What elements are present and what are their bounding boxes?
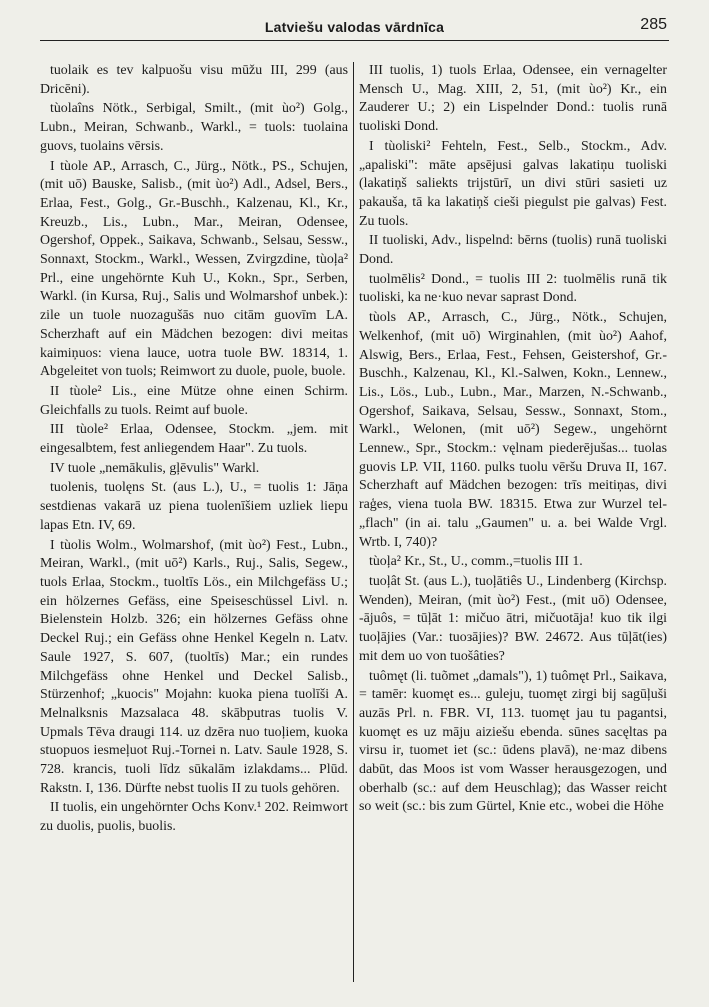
- dictionary-entry: IV tuole „nemākulis, gļēvulis" Warkl.: [50, 460, 260, 476]
- dictionary-entry: tùoļa² Kr., St., U., comm.,=tuolis III 1.: [369, 554, 583, 570]
- left-column: [40, 62, 348, 982]
- right-column: [359, 62, 667, 982]
- dictionary-entry: III tuolis, 1) tuols Erlaa, Odensee, ein vernagelter Mensch U., Mag. XIII, 2, 51, (mit ùo²) Kr., ein Zauderer U.; 2) ein Lispelnder Dond.: tuolis runā tuoliski Dond.: [359, 63, 667, 135]
- column-divider: [353, 62, 354, 982]
- dictionary-entry: tuômęt (li. tuõmet „damals"), 1) tuômęt Prl., Saikava, = tamēr: kuomęt es... guleju, tuomęt zirgi bij sagūļuši auzās Prl. n. FBR. VI, 113. tuomęt jau tu pagantsi, kuomęt es uz māju aiziešu ebenda. sūnes sacęltas pa virsu ir, tuomet iet (sc.: ūdens plavā), ne·maz dibens dabūt, das Moos ist vom Wasser herausgezogen, und oberhalb (sc.: auf dem Heuschlag); das Wasser reicht so weit (sc.: bis zum Gürtel, Knie etc., wobei die Höhe: [359, 668, 667, 815]
- dictionary-entry: tuoļât St. (aus L.), tuoļātiês U., Lindenberg (Kirchsp. Wenden), Meiran, (mit ùo²) Fest., (mit uō) Odensee, -ājuôs, = tūļāt 1: mičuo ātri, mičuotāja! kuo tik ilgi tuoļājies (Var.: tuoзājies)? BW. 24672. Aus tūļāt(ies) mit dem uo von tuošâties?: [359, 573, 667, 664]
- dictionary-entry: tuolmēlis² Dond., = tuolis III 2: tuolmēlis runā tik tuoliski, ka ne·kuo nevar saprast Dond.: [359, 271, 667, 306]
- dictionary-entry: II tùole² Lis., eine Mütze ohne einen Schirm. Gleichfalls zu tuols. Reimt auf buole.: [40, 383, 348, 418]
- dictionary-entry: I tùolis Wolm., Wolmarshof, (mit ùo²) Fest., Lubn., Meiran, Warkl., (mit uō²) Karls., Ruj., Salis, Segew., tuols Erlaa, Stockm., tuoltīs Lös., ein Milchgefäss U.; ein hölzernes Gefäss, eine Speiseschüssel Livl. n. Bielenstein Holzb. 326; ein hölzernes Gefäss ohne Deckel Ruj.; ein Gefäss ohne Henkel Kegeln n. Latv. Saule 1927, S. 607, (tuoltīs) Mar.; ein rundes Milchgefäss ohne Henkel und Deckel Salisb., Stürzenhof; „kuocis" Mojahn: kuoka piena tuolīši A. Melnalksnis Mazsalaca 48. skābputras tuolis V. Upmals Tēva draugi 114. uz dzēra nuo tuoļiem, kuoka stuopuos iesmeļuot Ruj.-Tornei n. Latv. Saule 1928, S. 728. krancis, tuoli līdz sūkalām izlakdams... Plūd. Rakstn. I, 136. Dürfte nebst tuolis II zu tuols gehören.: [40, 537, 348, 796]
- dictionary-entry: III tùole² Erlaa, Odensee, Stockm. „jem. mit eingesalbtem, fest anliegendem Haar". Zu tuols.: [40, 422, 348, 457]
- dictionary-entry: I tùole AP., Arrasch, C., Jürg., Nötk., PS., Schujen, (mit uō) Bauske, Salisb., (mit ùo²) Adl., Adsel, Bers., Erlaa, Fest., Golg., Gr.-Buschh., Kalzenau, Kl., Kr., Kreuzb., Lis., Lubn., Mar., Meiran, Odensee, Ogershof, Oppek., Saikava, Schwanb., Selsau, Sessw., Sonnaxt, Stockm., Warkl., Wessen, Zvirgzdine, tùoļa² Prl., eine ungehörnte Kuh U., Kokn., Spr., Serben, Warkl. (in Kursa, Ruj., Salis und Wolmarshof unbek.): zile un tuole nuozagušās nuo citām guovīm LA. Scherzhaft auf ein Mädchen bezogen: divi meitas kaimiņuos: viena lauce, uotra tuole BW. 18314, 1. Abgeleitet von tuols; Reimwort zu duole, puole, buole.: [40, 158, 348, 380]
- dictionary-entry: tùols AP., Arrasch, C., Jürg., Nötk., Schujen, Welkenhof, (mit uō) Wirginahlen, (mit ùo²) Aahof, Alswig, Bers., Erlaa, Fest., Fehsen, Geistershof, Gr.-Buschh., Kalzenau, Kl., Kl.-Salwen, Kokn., Lennew., Lis., Lös., Lub., Lubn., Mar., Marzen, N.-Schwanb., Ogershof, Saikava, Selsau, Sessw., Sonnaxt, Stom., Warkl., Welonen, (mit uō²) Segew., ungehörnt Lennew., Spr., Stockm.: vęlnam piederējušas... tuolas guovis LP. VII, 1160. pulks tuolu vēršu Druva II, 167. Scherzhaft auf Mädchen bezogen: trīs meitiņas, divi raģes, viena tuola BW. 18315. Etwa zur Wurzel tel- „flach" (in ai. talu „Gaumen" u. a. bei Walde Vrgl. Wrtb. I, 740)?: [359, 310, 667, 550]
- dictionary-entry: II tuoliski, Adv., lispelnd: bērns (tuolis) runā tuoliski Dond.: [359, 233, 667, 268]
- running-title: Latviešu valodas vārdnīca: [264, 19, 445, 35]
- page-header: [40, 14, 669, 41]
- dictionary-entry: tuolenis, tuolęns St. (aus L.), U., = tuolis 1: Jāņa sestdienas vakarā uz piena tuolenīšiem uzliek liepu lapas Etn. IV, 69.: [40, 480, 348, 533]
- dictionary-entry: I tùoliski² Fehteln, Fest., Selb., Stockm., Adv. „apaliski": māte apsējusi galvas lakatiņu tuoliski (lakatiņš saliekts trijstūrī, un divi stūri sasieti uz pakauša, tā ka lakatiņš cieši piegulst pie galvas) Fest. Zu tuols.: [359, 138, 667, 229]
- dictionary-entry: tùolaîns Nötk., Serbigal, Smilt., (mit ùo²) Golg., Lubn., Meiran, Schwanb., Warkl., = tuols: tuolaina guovs, tuolains vērsis.: [40, 101, 348, 154]
- page-number: 285: [640, 16, 667, 33]
- dictionary-entry: tuolaik es tev kalpuošu visu mūžu III, 299 (aus Dricēni).: [40, 63, 348, 97]
- dictionary-entry: II tuolis, ein ungehörnter Ochs Konv.¹ 202. Reimwort zu duolis, puolis, buolis.: [40, 800, 348, 835]
